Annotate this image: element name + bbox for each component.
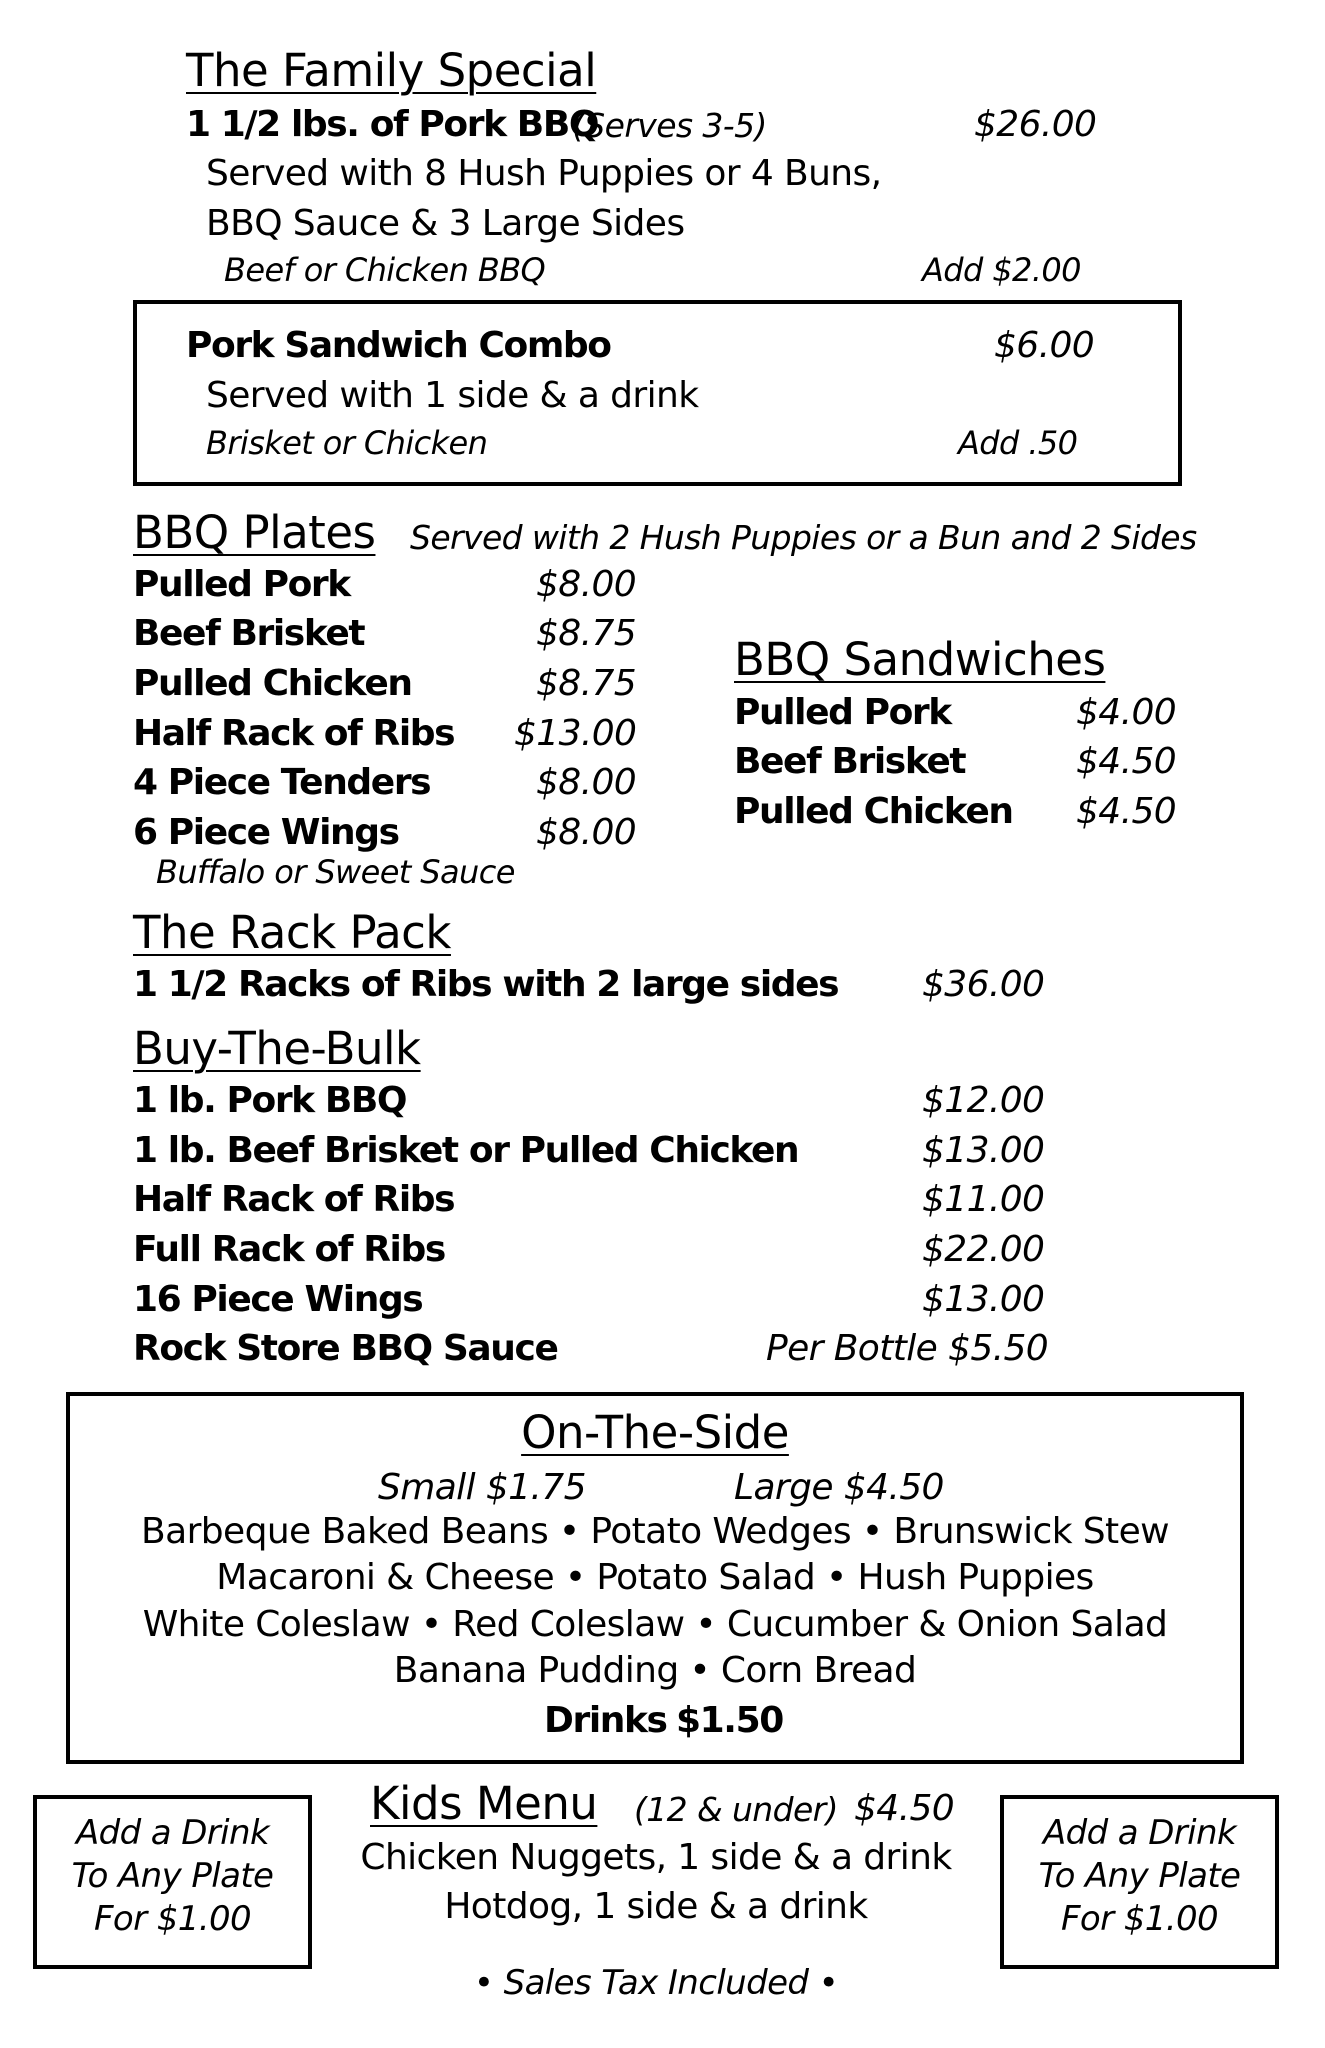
sides-line: Banana Pudding • Corn Bread (393, 1650, 917, 1691)
rack-pack-item: 1 1/2 Racks of Ribs with 2 large sides (133, 964, 839, 1005)
family-special-price: $26.00 (974, 104, 1097, 145)
plate-price: $8.75 (536, 663, 637, 704)
drink-offer-line: To Any Plate (71, 1856, 274, 1896)
family-special-item: 1 1/2 lbs. of Pork BBQ (186, 104, 599, 145)
sides-line: Macaroni & Cheese • Potato Salad • Hush Puppies (216, 1557, 1094, 1598)
bulk-title: Buy-The-Bulk (133, 1022, 421, 1075)
drink-offer-line: To Any Plate (1038, 1856, 1241, 1896)
kids-menu-price: $4.50 (854, 1788, 955, 1829)
bulk-item-price: $12.00 (922, 1080, 1045, 1121)
rack-pack-price: $36.00 (922, 964, 1045, 1005)
sides-line: Barbeque Baked Beans • Potato Wedges • Brunswick Stew (141, 1511, 1169, 1552)
sides-title: On-The-Side (521, 1406, 789, 1459)
bbq-sandwiches-title: BBQ Sandwiches (734, 633, 1106, 686)
sales-tax-note: • Sales Tax Included • (473, 1963, 839, 2003)
combo-item: Pork Sandwich Combo (186, 325, 611, 366)
drinks-label: Drinks (544, 1700, 667, 1741)
family-special-serves: (Serves 3-5) (572, 106, 767, 145)
drink-offer-line: For $1.00 (93, 1899, 252, 1939)
bulk-item-name: Rock Store BBQ Sauce (133, 1328, 558, 1369)
bulk-item-name: Full Rack of Ribs (133, 1229, 445, 1270)
family-special-addon-price: Add $2.00 (922, 251, 1081, 289)
plate-price: $13.00 (514, 713, 637, 754)
bbq-plates-subtitle: Served with 2 Hush Puppies or a Bun and 2 Sides (410, 518, 1197, 557)
bulk-item-name: 1 lb. Beef Brisket or Pulled Chicken (133, 1130, 799, 1171)
plate-name: 6 Piece Wings (133, 812, 399, 853)
combo-desc: Served with 1 side & a drink (206, 375, 699, 416)
bulk-item-price: $13.00 (922, 1130, 1045, 1171)
kids-menu-line: Hotdog, 1 side & a drink (444, 1886, 868, 1927)
bulk-item-price: Per Bottle $5.50 (766, 1328, 1049, 1369)
plate-name: Pulled Chicken (133, 663, 412, 704)
drink-offer-line: Add a Drink (75, 1813, 270, 1853)
plate-name: 4 Piece Tenders (133, 762, 431, 803)
kids-menu-line: Chicken Nuggets, 1 side & a drink (360, 1837, 952, 1878)
plate-price: $8.00 (536, 564, 637, 605)
sides-small-price: Small $1.75 (378, 1467, 586, 1508)
combo-price: $6.00 (994, 325, 1095, 366)
sandwich-name: Pulled Chicken (734, 791, 1013, 832)
plate-wings-note: Buffalo or Sweet Sauce (156, 853, 515, 891)
combo-addon-price: Add .50 (958, 424, 1078, 462)
family-special-title: The Family Special (186, 44, 597, 97)
drink-offer-line: For $1.00 (1060, 1899, 1219, 1939)
drinks-price: $1.50 (676, 1700, 783, 1741)
sandwich-price: $4.50 (1076, 741, 1177, 782)
bulk-item-name: 1 lb. Pork BBQ (133, 1080, 407, 1121)
bulk-item-price: $22.00 (922, 1229, 1045, 1270)
bbq-plates-title: BBQ Plates (133, 506, 376, 559)
plate-name: Half Rack of Ribs (133, 713, 455, 754)
sandwich-name: Beef Brisket (734, 741, 966, 782)
bulk-item-price: $11.00 (922, 1179, 1045, 1220)
rack-pack-title: The Rack Pack (133, 906, 451, 959)
combo-addon: Brisket or Chicken (206, 424, 488, 462)
sandwich-price: $4.00 (1076, 692, 1177, 733)
plate-price: $8.00 (536, 762, 637, 803)
plate-name: Pulled Pork (133, 564, 350, 605)
sides-line: White Coleslaw • Red Coleslaw • Cucumber & Onion Salad (142, 1604, 1168, 1645)
kids-menu-age: (12 & under) (634, 1790, 838, 1829)
family-special-desc-1: Served with 8 Hush Puppies or 4 Buns, (206, 153, 882, 194)
bulk-item-name: Half Rack of Ribs (133, 1179, 455, 1220)
family-special-addon: Beef or Chicken BBQ (224, 251, 546, 289)
kids-menu-title: Kids Menu (370, 1777, 598, 1830)
sandwich-price: $4.50 (1076, 791, 1177, 832)
family-special-desc-2: BBQ Sauce & 3 Large Sides (206, 203, 685, 244)
bulk-item-name: 16 Piece Wings (133, 1279, 423, 1320)
plate-name: Beef Brisket (133, 613, 365, 654)
drink-offer-line: Add a Drink (1042, 1813, 1237, 1853)
plate-price: $8.00 (536, 812, 637, 853)
plate-price: $8.75 (536, 613, 637, 654)
sandwich-name: Pulled Pork (734, 692, 951, 733)
bulk-item-price: $13.00 (922, 1279, 1045, 1320)
sides-large-price: Large $4.50 (734, 1467, 944, 1508)
